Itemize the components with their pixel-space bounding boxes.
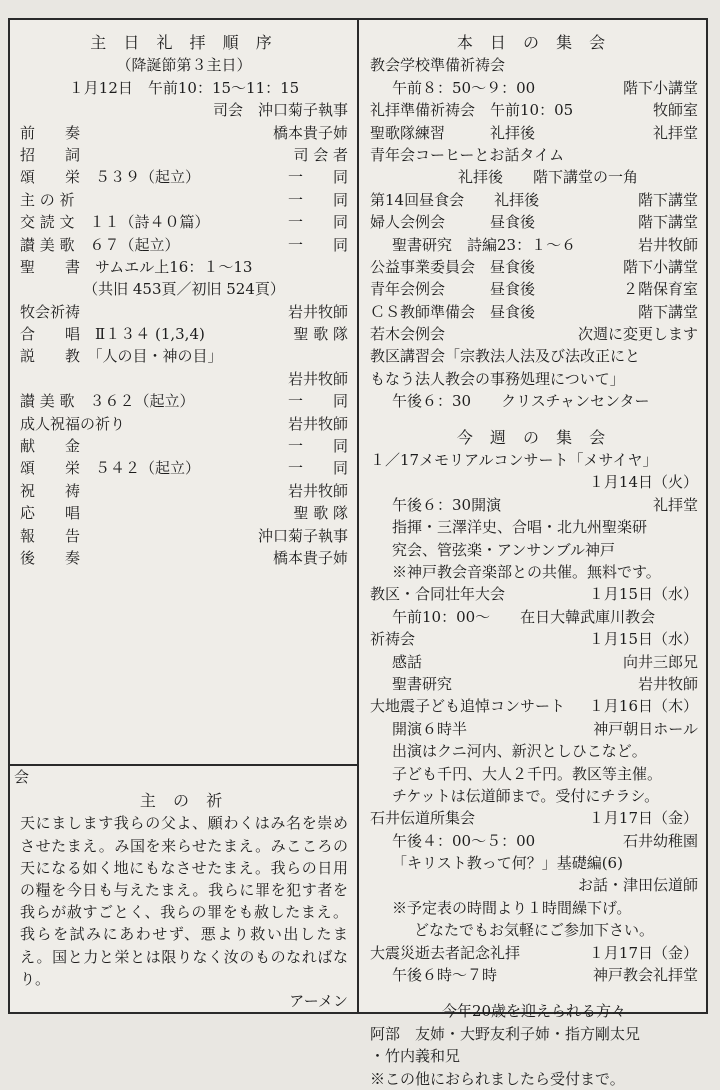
order-item-row xyxy=(20,457,348,479)
today-meeting-detail: 牧師室 xyxy=(652,101,698,120)
worship-host-row xyxy=(20,99,348,121)
today-title: 本 日 の 集 会 xyxy=(456,33,612,52)
week-meeting-label: 午後４：00〜５：00 xyxy=(392,831,536,850)
today-meetings-list xyxy=(370,54,698,412)
today-meeting-row xyxy=(370,256,698,278)
today-meeting-row xyxy=(370,144,698,166)
order-item-detail: 岩井牧師 xyxy=(287,481,348,500)
today-meeting-detail: 岩井牧師 xyxy=(637,235,698,254)
week-meeting-row xyxy=(370,539,698,561)
week-meeting-row xyxy=(370,628,698,650)
week-meeting-row xyxy=(370,830,698,852)
order-item-detail: 一 同 xyxy=(287,213,348,232)
week-meeting-label: どなたでもお気軽にご参加下さい。 xyxy=(414,921,655,940)
section-mark: 会 xyxy=(14,768,30,786)
order-item-label: 報 告 xyxy=(20,526,81,545)
today-meeting-detail: ２階保育室 xyxy=(622,280,698,299)
order-item-detail: 聖 歌 隊 xyxy=(293,325,348,344)
lords-prayer-body: 天にまします我らの父よ、願わくはみ名を崇めさせたまえ。み国を来らせたまえ。みこころの天になる如く地にもなさせたまえ。我らの日用の糧を今日も与えたまえ。我らに罪を犯す者を我らが赦すごとく、我らの罪をも赦したまえ。我らを試みにあわせず、悪より救い出したまえ。国と力と栄とは限りなく汝のものなればなり。 xyxy=(20,814,348,988)
today-meeting-label: ＣＳ教師準備会 昼食後 xyxy=(370,302,536,321)
order-item-detail: 岩井牧師 xyxy=(287,414,348,433)
today-meeting-row xyxy=(370,189,698,211)
order-item-row xyxy=(20,502,348,524)
week-meeting-label: 教区・合同壮年大会 xyxy=(370,585,506,604)
worship-datetime: １月12日 午前10：15〜11：15 xyxy=(68,78,300,97)
order-item-detail: 一 同 xyxy=(287,392,348,411)
today-meeting-row xyxy=(370,345,698,367)
today-meeting-detail: 階下講堂 xyxy=(637,190,698,209)
week-meeting-label: 大震災逝去者記念礼拝 xyxy=(370,943,521,962)
meetings-section xyxy=(370,32,698,1090)
today-meeting-label: 青年会コーヒーとお話タイム xyxy=(370,145,565,164)
order-item-label: 献 金 xyxy=(20,437,81,456)
week-meeting-label: １／17メモリアルコンサート「メサイヤ」 xyxy=(370,451,658,470)
week-meeting-label: 午前10：00〜 在日大韓武庫川教会 xyxy=(392,607,656,626)
adults-line: 阿部 友姉・大野友利子姉・指方剛太兄 xyxy=(370,1024,641,1043)
order-item-label: 交 読 文 １１（詩４０篇） xyxy=(20,213,210,232)
order-item-row xyxy=(20,323,348,345)
today-meeting-row xyxy=(370,323,698,345)
order-item-label: （共旧 453頁／初旧 524頁） xyxy=(83,280,285,299)
order-item-row xyxy=(20,345,348,367)
week-meeting-row xyxy=(370,874,698,896)
today-meeting-label: 婦人会例会 昼食後 xyxy=(370,213,536,232)
order-item-label: 祝 祷 xyxy=(20,481,81,500)
week-meeting-label: 感話 xyxy=(392,652,423,671)
today-meeting-label: 第14回昼食会 礼拝後 xyxy=(370,190,540,209)
order-item-detail: 岩井牧師 xyxy=(287,302,348,321)
today-meeting-row xyxy=(370,77,698,99)
today-meeting-label: 午前８：50〜９：00 xyxy=(392,78,536,97)
order-item-label: 主 の 祈 xyxy=(20,190,75,209)
order-item-row xyxy=(20,547,348,569)
today-meeting-detail: 礼拝堂 xyxy=(652,123,698,142)
today-meeting-label: 聖歌隊練習 礼拝後 xyxy=(370,123,536,142)
order-item-row xyxy=(20,234,348,256)
today-meeting-detail: 階下講堂 xyxy=(637,213,698,232)
order-item-label: 頌 栄 ５４２（起立） xyxy=(20,459,201,478)
adults-list xyxy=(370,1023,698,1090)
order-item-row xyxy=(20,301,348,323)
week-meeting-row xyxy=(370,494,698,516)
order-item-label: 頌 栄 ５３９（起立） xyxy=(20,168,201,187)
order-item-detail: 沖口菊子執事 xyxy=(257,526,348,545)
week-meeting-detail: 礼拝堂 xyxy=(652,495,698,514)
week-meeting-label: 午後６時〜７時 xyxy=(392,966,498,985)
amen: アーメン xyxy=(289,992,348,1011)
week-meeting-detail: 神戸朝日ホール xyxy=(593,719,698,738)
lords-prayer-title: 主 の 祈 xyxy=(139,791,229,810)
order-item-row xyxy=(20,166,348,188)
week-meeting-detail: １月15日（水） xyxy=(588,585,698,604)
section-divider xyxy=(8,764,358,766)
order-item-label: 讃 美 歌 ６７（起立） xyxy=(20,235,180,254)
today-meeting-detail: 階下小講堂 xyxy=(622,78,698,97)
week-meeting-label: 午後６：30開演 xyxy=(392,495,502,514)
week-meeting-row xyxy=(370,516,698,538)
week-meeting-row xyxy=(370,942,698,964)
week-meeting-label: 出演はクニ河内、新沢としひこなど。 xyxy=(392,742,647,761)
order-item-detail: 岩井牧師 xyxy=(287,369,348,388)
week-meeting-row xyxy=(370,606,698,628)
order-item-row xyxy=(20,211,348,233)
order-item-detail: 聖 歌 隊 xyxy=(293,504,348,523)
week-meeting-label: 子ども千円、大人２千円。教区等主催。 xyxy=(392,764,663,783)
week-meeting-row xyxy=(370,897,698,919)
week-meeting-detail: １月14日（火） xyxy=(588,473,698,492)
order-item-label: 説 教 「人の目・神の目」 xyxy=(20,347,223,366)
week-meeting-row xyxy=(370,673,698,695)
week-meeting-label: 指揮・三澤洋史、合唱・北九州聖楽研 xyxy=(392,518,648,537)
today-meeting-row xyxy=(370,54,698,76)
order-item-row xyxy=(20,525,348,547)
week-meeting-row xyxy=(370,561,698,583)
today-meeting-label: 教会学校準備祈祷会 xyxy=(370,56,506,75)
today-meeting-row xyxy=(370,301,698,323)
week-meeting-label: 開演６時半 xyxy=(392,719,468,738)
adults-title: 今年20歳を迎えられる方々 xyxy=(441,1002,627,1021)
today-meeting-label: 礼拝準備祈祷会 午前10：05 xyxy=(370,101,574,120)
week-meeting-label: 聖書研究 xyxy=(392,674,453,693)
today-meeting-label: 公益事業委員会 昼食後 xyxy=(370,257,536,276)
order-item-detail: 司 会 者 xyxy=(293,145,348,164)
order-item-label: 合 唱 Ⅱ１３４ (1,3,4) xyxy=(20,325,205,344)
lords-prayer-section xyxy=(20,790,348,1012)
today-meeting-label: 教区講習会「宗教法人法及び法改正にと xyxy=(370,347,641,366)
today-meeting-row xyxy=(370,234,698,256)
week-meeting-row xyxy=(370,583,698,605)
week-meeting-row xyxy=(370,695,698,717)
week-meeting-detail: 岩井牧師 xyxy=(637,674,698,693)
order-item-row xyxy=(20,278,348,300)
today-meeting-label: もなう法人教会の事務処理について」 xyxy=(370,369,625,388)
order-item-row xyxy=(20,413,348,435)
worship-host: 司会 沖口菊子執事 xyxy=(212,101,348,120)
week-meeting-detail: 石井幼稚園 xyxy=(622,831,698,850)
week-meeting-label: 「キリスト教って何？」基礎編(6) xyxy=(392,854,623,873)
worship-order-title: 主 日 礼 拝 順 序 xyxy=(90,33,278,52)
week-meeting-row xyxy=(370,852,698,874)
amen-row xyxy=(20,990,348,1012)
order-item-label: 前 奏 xyxy=(20,123,81,142)
today-meeting-row xyxy=(370,368,698,390)
week-meeting-row xyxy=(370,964,698,986)
today-meeting-row xyxy=(370,166,698,188)
week-meeting-label: 祈祷会 xyxy=(370,630,416,649)
week-meeting-detail: 向井三郎兄 xyxy=(622,652,698,671)
week-meeting-row xyxy=(370,651,698,673)
week-meeting-row xyxy=(370,740,698,762)
order-item-row xyxy=(20,480,348,502)
column-divider xyxy=(357,18,359,1014)
order-item-detail: 橋本貴子姉 xyxy=(272,548,348,567)
week-meeting-detail: 神戸教会礼拝堂 xyxy=(592,966,698,985)
order-item-label: 後 奏 xyxy=(20,548,81,567)
today-meeting-label: 聖書研究 詩編23：１〜６ xyxy=(392,235,577,254)
order-item-label: 応 唱 xyxy=(20,504,81,523)
order-item-row xyxy=(20,144,348,166)
today-meeting-row xyxy=(370,122,698,144)
order-item-label: 成人祝福の祈り xyxy=(20,414,126,433)
week-meeting-row xyxy=(370,807,698,829)
adults-line: ※この他におられましたら受付まで。 xyxy=(370,1069,625,1088)
week-meeting-row xyxy=(370,763,698,785)
week-meeting-label: ※神戸教会音楽部との共催。無料です。 xyxy=(392,562,661,581)
order-item-detail: 橋本貴子姉 xyxy=(272,123,348,142)
week-meeting-row xyxy=(370,718,698,740)
order-item-row xyxy=(20,390,348,412)
order-item-detail: 一 同 xyxy=(287,168,348,187)
order-item-row xyxy=(20,435,348,457)
week-meeting-row xyxy=(370,471,698,493)
today-meeting-label: 午後６：30 クリスチャンセンター xyxy=(392,392,650,411)
week-meetings-list xyxy=(370,449,698,986)
today-meeting-row xyxy=(370,99,698,121)
order-item-detail: 一 同 xyxy=(287,459,348,478)
order-item-detail: 一 同 xyxy=(287,437,348,456)
order-item-detail: 一 同 xyxy=(287,235,348,254)
order-item-detail: 一 同 xyxy=(287,190,348,209)
week-meeting-detail: １月15日（水） xyxy=(588,630,698,649)
week-meeting-detail: １月17日（金） xyxy=(588,809,698,828)
week-meeting-label: 大地震子ども追悼コンサート xyxy=(370,697,566,716)
week-meeting-label: 石井伝道所集会 xyxy=(370,809,476,828)
today-meeting-row xyxy=(370,211,698,233)
today-meeting-row xyxy=(370,390,698,412)
order-item-row xyxy=(20,368,348,390)
order-item-row xyxy=(20,256,348,278)
week-meeting-detail: お話・津田伝道師 xyxy=(577,876,698,895)
today-meeting-detail: 次週に変更します xyxy=(577,325,698,344)
order-item-row xyxy=(20,189,348,211)
week-meeting-label: ※予定表の時間より１時間繰下げ。 xyxy=(392,898,632,917)
order-item-label: 讃 美 歌 ３６２（起立） xyxy=(20,392,195,411)
week-meeting-row xyxy=(370,785,698,807)
today-meeting-detail: 階下講堂 xyxy=(637,302,698,321)
week-meeting-row xyxy=(370,919,698,941)
worship-order-section xyxy=(20,32,348,569)
today-meeting-label: 礼拝後 階下講堂の一角 xyxy=(458,168,639,187)
week-title: 今 週 の 集 会 xyxy=(456,427,612,447)
week-meeting-row xyxy=(370,449,698,471)
week-meeting-detail: １月16日（木） xyxy=(588,697,698,716)
today-meeting-label: 若木会例会 xyxy=(370,325,446,344)
week-meeting-label: チケットは伝道師まで。受付にチラシ。 xyxy=(392,786,660,805)
week-meeting-detail: １月17日（金） xyxy=(588,943,698,962)
order-item-label: 招 詞 xyxy=(20,145,81,164)
order-item-label: 牧会祈祷 xyxy=(20,302,81,321)
today-meeting-detail: 階下小講堂 xyxy=(622,257,698,276)
today-meeting-row xyxy=(370,278,698,300)
today-meeting-label: 青年会例会 昼食後 xyxy=(370,280,536,299)
worship-subtitle: （降誕節第３主日） xyxy=(116,56,252,75)
week-meeting-label: 究会、管弦楽・アンサンブル神戸 xyxy=(392,540,616,559)
order-item-row xyxy=(20,122,348,144)
worship-order-list xyxy=(20,122,348,570)
order-item-label: 聖 書 サムエル上16：１〜13 xyxy=(20,257,253,276)
adults-line: ・竹内義和兄 xyxy=(370,1047,461,1066)
